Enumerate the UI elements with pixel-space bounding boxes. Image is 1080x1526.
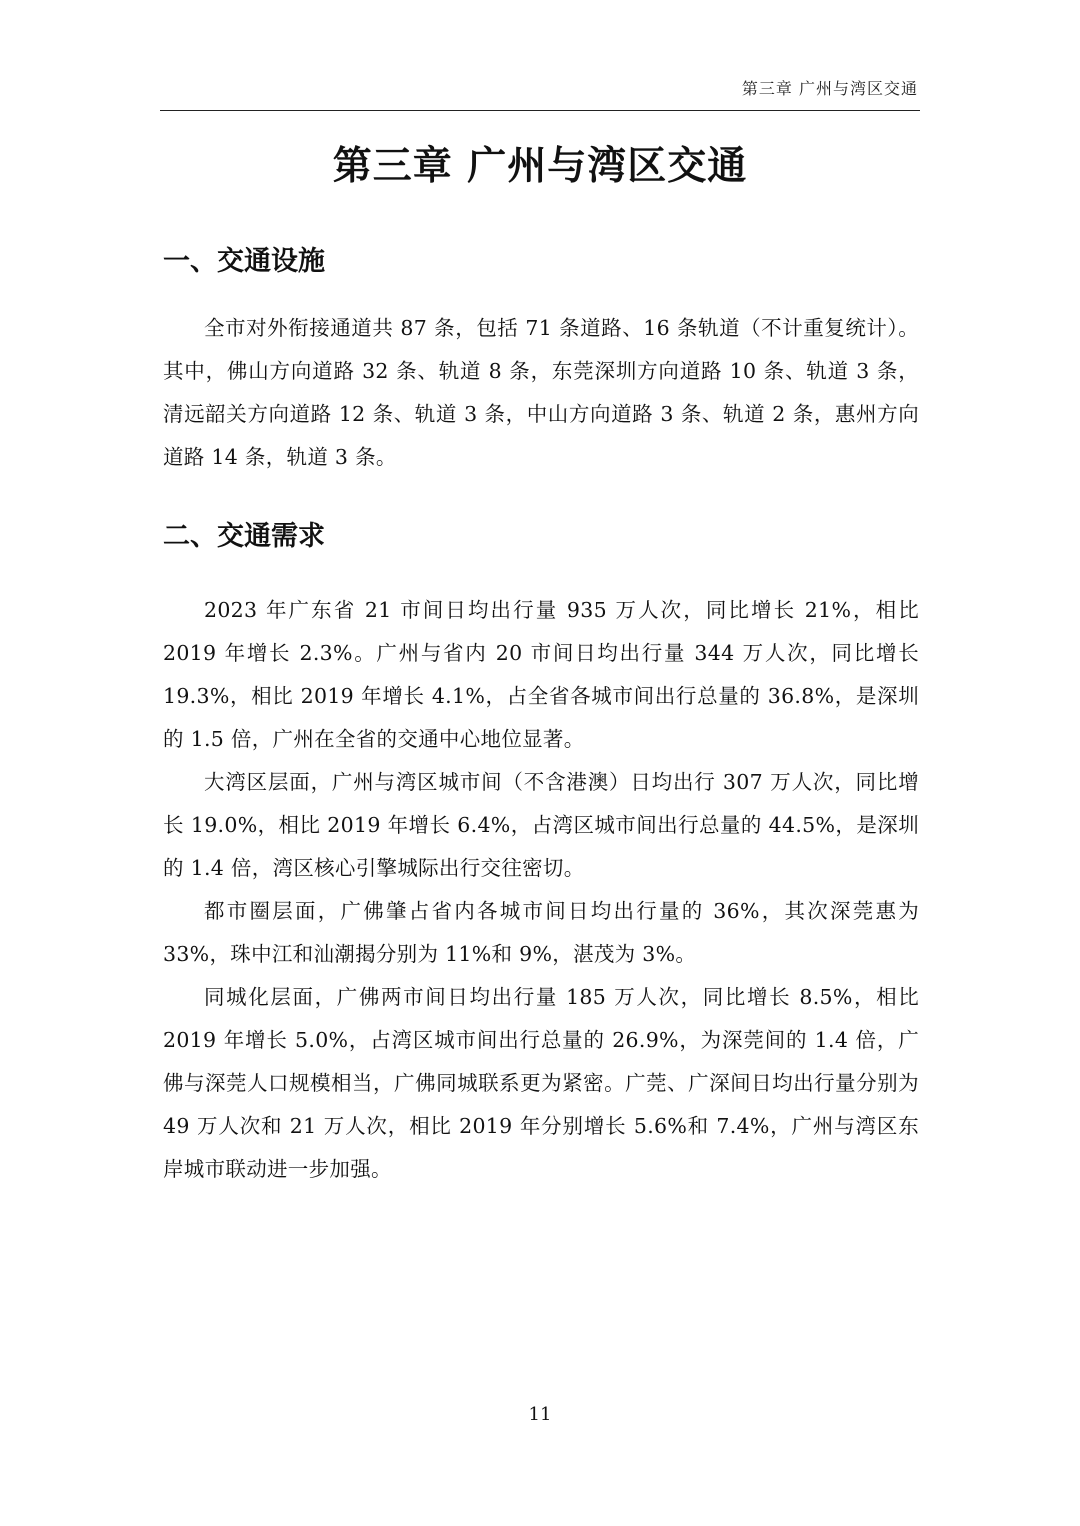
paragraph: 同城化层面，广佛两市间日均出行量 185 万人次，同比增长 8.5%，相比 2019 年增长 5.0%，占湾区城市间出行总量的 26.9%，为深莞间的 1.4 倍，广佛与深莞人口规模相当，广佛同城联系更为紧密。广莞、广深间日均出行量分别为 49 万人次和 21 万人次，相比 2019 年分别增长 5.6%和 7.4%，广州与湾区东岸城市联动进一步加强。 bbox=[163, 985, 919, 1181]
section-heading-demand: 二、交通需求 bbox=[163, 521, 325, 552]
section-body-facilities bbox=[163, 307, 919, 479]
page-number: 11 bbox=[528, 1404, 552, 1425]
section-body-demand bbox=[163, 589, 919, 1191]
paragraph: 都市圈层面，广佛肇占省内各城市间日均出行量的 36%，其次深莞惠为 33%，珠中江和汕潮揭分别为 11%和 9%，湛茂为 3%。 bbox=[163, 899, 919, 966]
section-heading-facilities: 一、交通设施 bbox=[163, 246, 325, 277]
paragraph: 全市对外衔接通道共 87 条，包括 71 条道路、16 条轨道（不计重复统计）。其中，佛山方向道路 32 条、轨道 8 条，东莞深圳方向道路 10 条、轨道 3 条，清远韶关方向道路 12 条、轨道 3 条，中山方向道路 3 条、轨道 2 条，惠州方向道路 14 条，轨道 3 条。 bbox=[163, 316, 919, 469]
running-header: 第三章 广州与湾区交通 bbox=[741, 79, 918, 98]
paragraph: 2023 年广东省 21 市间日均出行量 935 万人次，同比增长 21%，相比 2019 年增长 2.3%。广州与省内 20 市间日均出行量 344 万人次，同比增长 19.3%，相比 2019 年增长 4.1%，占全省各城市间出行总量的 36.8%，是深圳的 1.5 倍，广州在全省的交通中心地位显著。 bbox=[163, 598, 919, 751]
chapter-title: 第三章 广州与湾区交通 bbox=[332, 144, 748, 189]
header-rule bbox=[160, 110, 920, 111]
paragraph: 大湾区层面，广州与湾区城市间（不含港澳）日均出行 307 万人次，同比增长 19.0%，相比 2019 年增长 6.4%，占湾区城市间出行总量的 44.5%，是深圳的 1.4 倍，湾区核心引擎城际出行交往密切。 bbox=[163, 770, 919, 880]
